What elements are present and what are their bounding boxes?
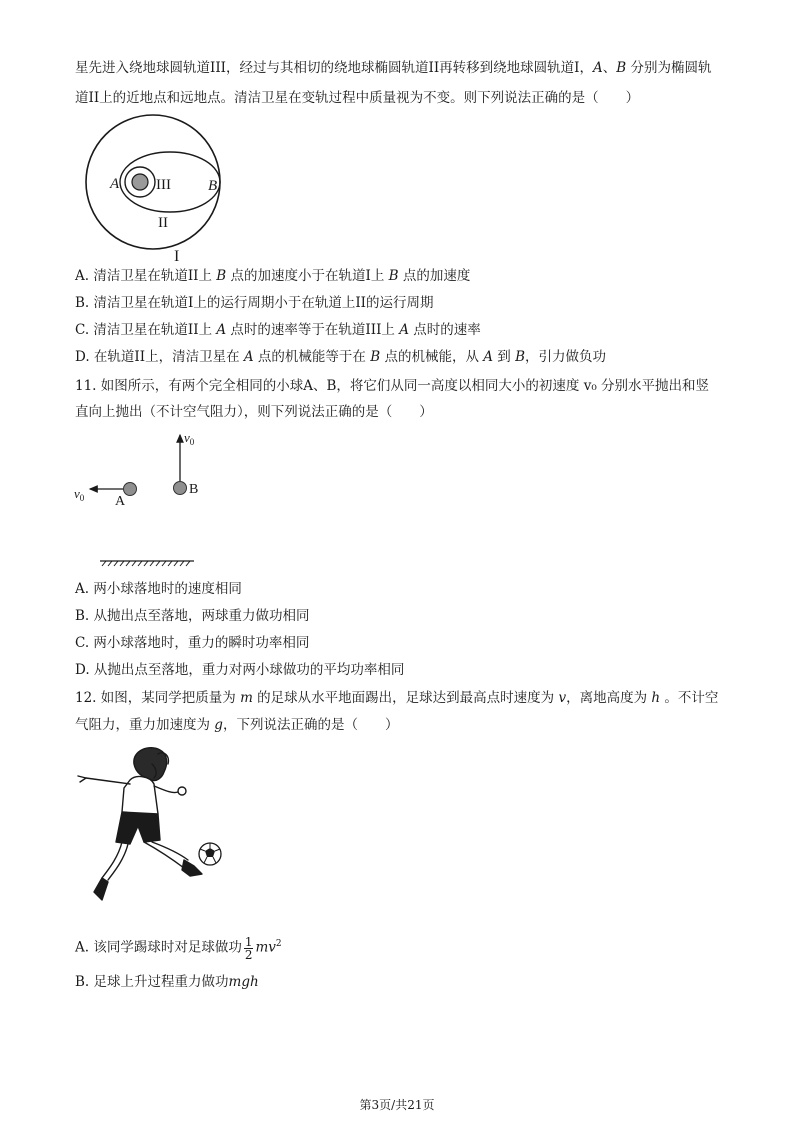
q12-stem-text-3: ，离地高度为 [566,690,652,706]
q11-stem-line-1: 11. 如图所示，有两个完全相同的小球A、B，将它们从同一高度以相同大小的初速度 v₀ 分别水平抛出和竖 [75,378,710,394]
q12-var-v: v [558,690,567,706]
q10-option-d-text-2: 点的机械能等于在 [253,349,371,365]
v0-up-label: $v_0$ [184,430,195,447]
player-shirt [122,777,158,817]
q12-option-a-text: A. 该同学踢球时对足球做功 [75,939,242,956]
q12-option-a [75,931,282,961]
q12-var-h: h [651,690,661,706]
q10-option-d-text-3: 点的机械能，从 [380,349,484,365]
fraction-numerator: 1 [244,934,253,949]
q10-option-b: B. 清洁卫星在轨道I上的运行周期小于在轨道上II的运行周期 [75,295,434,311]
ball-b-label: B [189,482,199,497]
q10-point-a-label: A [593,60,603,76]
q12-stem-text-5: 气阻力，重力加速度为 [75,717,215,733]
q10-option-c-text-2: 点时的速率等于在轨道III上 [226,322,400,338]
q12-stem-line-2 [75,715,398,735]
q10-option-d-var-3: A [483,349,493,365]
ball-a-icon [124,483,137,496]
q10-option-d-text-4: 到 [493,349,516,365]
q12-option-a-exponent: 2 [275,939,282,949]
orbit-label-b: B [208,178,218,194]
soccer-player-figure [72,742,232,912]
projectile-diagram [70,425,220,575]
q11-option-d: D. 从抛出点至落地，重力对两小球做功的平均功率相同 [75,662,405,678]
q10-option-d-var-4: B [515,349,526,365]
q12-option-a-expr: mv [255,939,276,956]
earth-icon [132,174,148,190]
orbit-label-a: A [110,176,120,192]
q10-stem-line-1 [75,58,711,78]
q11-option-a: A. 两小球落地时的速度相同 [75,581,242,597]
q10-option-a-text-3: 点的加速度 [398,268,471,284]
ball-b-icon [174,482,187,495]
q10-option-a-var-2: B [388,268,399,284]
q10-option-c-text: C. 清洁卫星在轨道II上 [75,322,217,338]
q10-option-a-var: B [216,268,227,284]
q11-option-b: B. 从抛出点至落地，两球重力做功相同 [75,608,310,624]
q10-stem-text: 星先进入绕地球圆轨道III，经过与其相切的绕地球椭圆轨道II再转移到绕地球圆轨道I， [75,60,593,76]
q10-option-a [75,266,470,286]
orbit-label-iii: III [156,177,171,193]
q10-option-d-text: D. 在轨道II上，清洁卫星在 [75,349,244,365]
q10-option-c [75,320,481,340]
fraction-denominator: 2 [244,947,253,962]
q10-stem-line-2: 道II上的近地点和远地点。清洁卫星在变轨过程中质量视为不变。则下列说法正确的是（ ） [75,90,640,106]
ground-hatch [102,561,190,566]
q10-option-d-var: A [243,349,254,365]
q10-option-c-var: A [216,322,227,338]
q12-stem-text-4: 。不计空 [660,690,719,706]
orbit-I-circle [86,115,220,249]
v0-left-label: $v_0$ [74,486,85,503]
q10-option-c-text-3: 点时的速率 [408,322,481,338]
fraction-half [244,936,254,961]
q12-option-b [75,972,259,992]
q10-sep: 、 [602,60,617,76]
ball-a-label: A [115,494,126,509]
q12-option-b-text: B. 足球上升过程重力做功 [75,974,229,990]
q10-option-d [75,347,606,367]
q10-option-d-text-5: ，引力做负功 [525,349,607,365]
q12-option-b-expr: mgh [228,974,259,990]
player-shorts [116,812,160,844]
q10-option-d-var-2: B [370,349,381,365]
q12-stem-line-1 [75,688,718,708]
orbit-diagram [68,115,238,265]
soccer-ball-icon [199,843,221,865]
q10-point-b-label: B [616,60,627,76]
q12-stem-text-6: ，下列说法正确的是（ ） [222,717,399,733]
q11-option-c: C. 两小球落地时，重力的瞬时功率相同 [75,635,310,651]
q10-option-a-text: A. 清洁卫星在轨道II上 [75,268,217,284]
q10-option-a-text-2: 点的加速度小于在轨道I上 [226,268,389,284]
q11-stem-line-2: 直向上抛出（不计空气阻力），则下列说法正确的是（ ） [75,404,433,420]
q12-var-m: m [240,690,253,706]
q12-var-g: g [214,717,223,733]
q10-stem-text-end: 分别为椭圆轨 [626,60,712,76]
orbit-label-i: I [174,248,180,265]
q10-option-c-var-2: A [399,322,409,338]
page-footer: 第3页/共21页 [359,1098,435,1112]
q12-stem-text: 12. 如图，某同学把质量为 [75,690,241,706]
q12-stem-text-2: 的足球从水平地面踢出，足球达到最高点时速度为 [252,690,559,706]
orbit-label-ii: II [158,215,168,231]
